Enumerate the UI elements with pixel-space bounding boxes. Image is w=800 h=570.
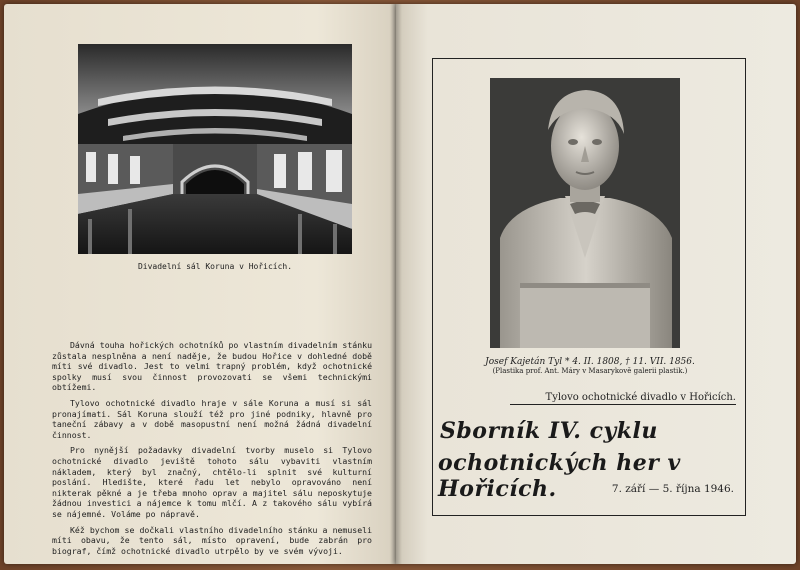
- hall-photo: [78, 44, 352, 254]
- bust-caption-note: (Plastika prof. Ant. Máry v Masarykově galerii plastik.): [492, 367, 688, 375]
- paragraph: Tylovo ochotnické divadlo hraje v sále Koruna a musí si sál pronajímati. Sál Koruna slouží též pro jiné podniky, hlavně pro taneční zábavy a v době masopustní není možná žádná divadelní činnost.: [52, 397, 372, 440]
- theatre-name: Tylovo ochotnické divadlo v Hořicích.: [510, 392, 736, 405]
- paragraph: Kéž bychom se dočkali vlastního divadelního stánku a nemuseli míti obavu, že tento sál, místo opravení, bude zabrán pro biograf, čímž ochotnické divadlo utrpělo by ve svém vývoji.: [52, 524, 372, 556]
- bust-caption-name: Josef Kajetán Tyl * 4. II. 1808, † 11. VII. 1856.: [485, 357, 695, 367]
- paragraph: Dávná touha hořických ochotníků po vlastním divadelním stánku zůstala nesplněna a není naděje, že budou Hořice v dohledné době míti své divadlo. Jest to velmi trapný problém, když ochotnické spolky musí svou činnost provozovati se všemi technickými obtížemi.: [52, 340, 372, 393]
- festival-dates: 7. září — 5. října 1946.: [611, 483, 734, 495]
- title-line-2: ochotnických her v Hořicích.: [438, 450, 681, 502]
- bust-caption: [470, 357, 710, 375]
- body-text: [52, 340, 372, 561]
- book-gutter: [390, 4, 402, 564]
- bust-photo: [490, 78, 680, 348]
- photo-caption: Divadelní sál Koruna v Hořicích.: [137, 262, 293, 271]
- paragraph: Pro nynější požadavky divadelní tvorby muselo si Tylovo ochotnické divadlo jeviště tohoto sálu vybaviti vlastním nákladem, který byl značný, chtělo-li splnit své kulturní poslání. Hledište, které řadu let nebylo opravováno není nikterak pěkné a je třeba mnoho oprav a majitel sálu neposkytuje žádnou investici a nájemce k tomu mlčí. A z takového sálu vybírá se nájemné. Voláme po nápravě.: [52, 445, 372, 519]
- title-line-1: Sborník IV. cyklu: [440, 418, 658, 444]
